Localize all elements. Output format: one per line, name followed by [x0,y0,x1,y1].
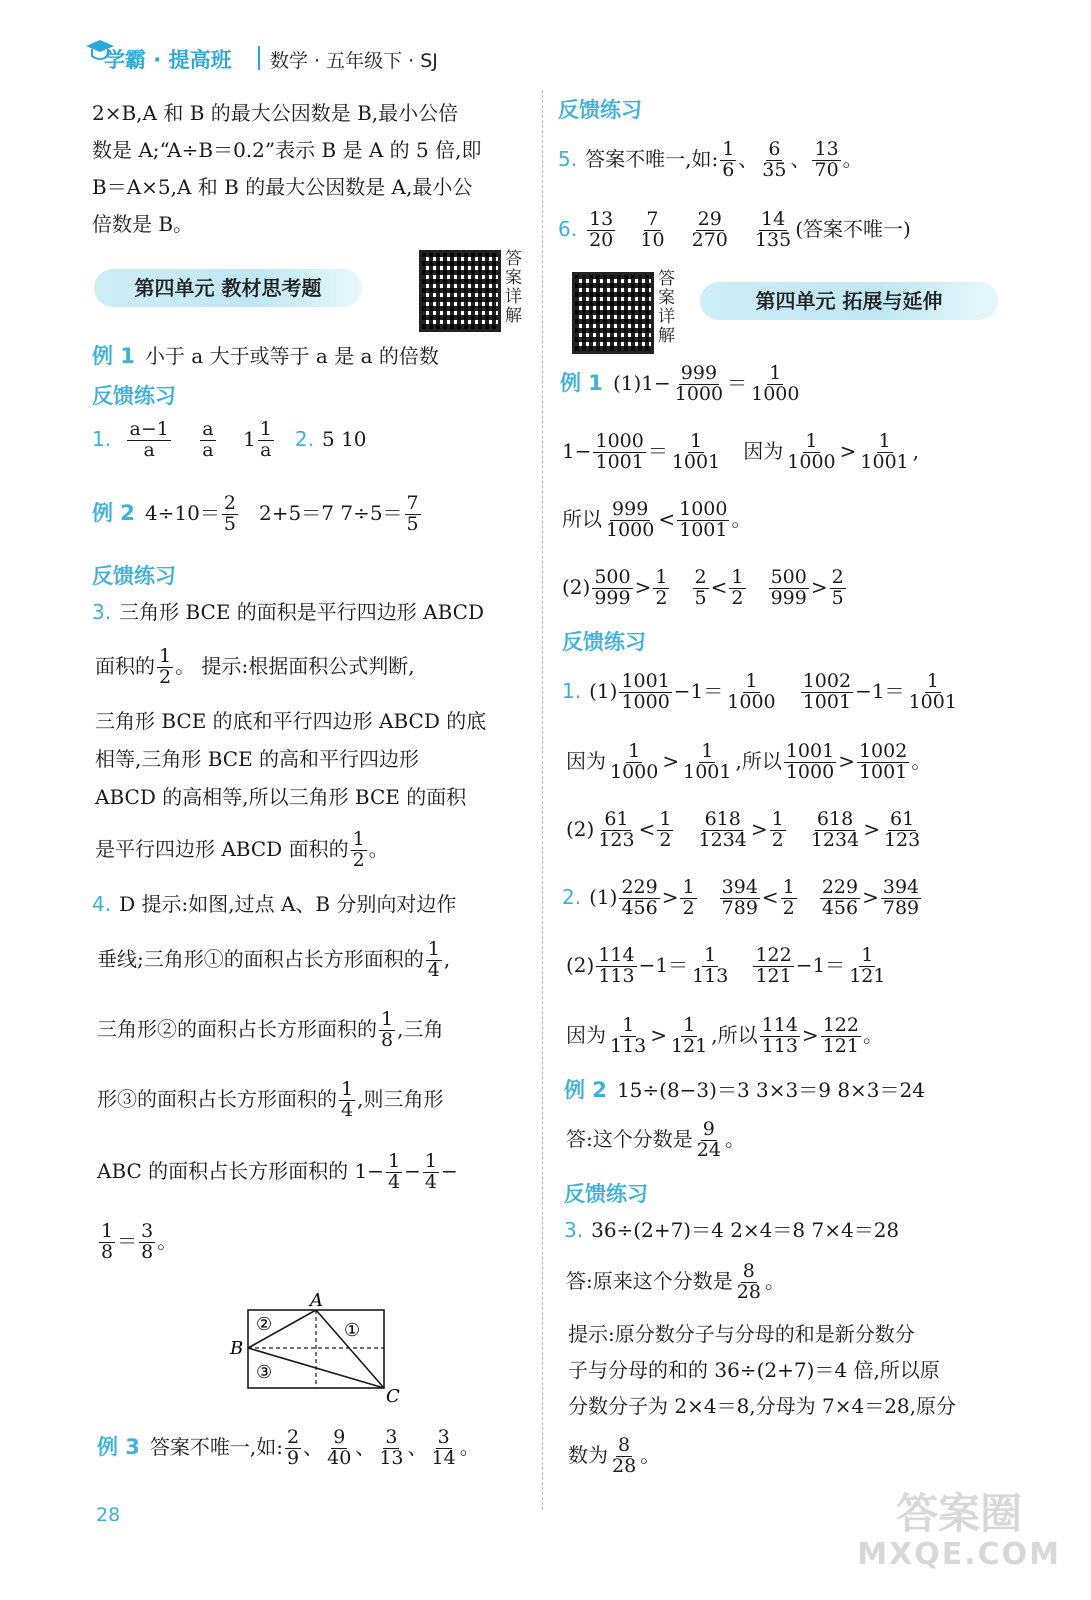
q3-line-4: 相等,三角形 BCE 的高和平行四边形 [95,747,420,771]
fraction: $\frac{7}{5}$ [406,492,419,535]
right-q2-line-3: 因为 $\frac{1}{113}$ > $\frac{1}{121}$ ,所以 $\frac{114}{113}$ > $\frac{122}{121}$ 。 [566,1014,883,1057]
fraction: $\frac{1000}{1001}$ [679,498,728,541]
q4-line-3 [97,1010,443,1051]
fraction: $\frac{1}{2}$ [782,876,795,919]
q3-line-1 [92,594,484,630]
q3-text: 面积的 [95,653,155,678]
q4-line-6 [97,1222,177,1263]
fraction: $\frac{1}{6}$ [722,138,735,181]
vertex-c-label: C [386,1386,400,1407]
fraction: $\frac{29}{270}$ [691,208,728,251]
fraction: $\frac{1}{1000}$ [787,430,836,473]
fraction: $\frac{6}{35}$ [762,138,787,181]
fraction: $\frac{1}{2}$ [659,808,672,851]
fraction: $\frac{229}{456}$ [821,876,859,919]
example-2-left [92,494,423,535]
fraction: $\frac{1}{4}$ [427,938,440,981]
punctuation: 。 [157,1228,178,1253]
fraction: $\frac{2}{5}$ [694,566,707,609]
example-1-left [92,338,439,374]
example-label: 例 2 [564,1078,607,1102]
fraction: $\frac{1}{2}$ [159,645,172,688]
qr-code-right[interactable] [572,272,654,354]
vertex-a-label: A [310,1290,323,1311]
fraction: $\frac{1}{1001}$ [683,740,732,783]
example-3-left: 例 3 答案不唯一,如: $\frac{2}{9}$ 、 $\frac{9}{40}$ 、 $\frac{3}{13}$ 、 $\frac{3}{14}$ 。 [97,1426,480,1469]
equals-sign: ＝ [117,1228,138,1253]
section-textbook-questions: 第四单元 教材思考题 [94,269,362,307]
example-1-right-line-2: 1− $\frac{1000}{1001}$ ＝ $\frac{1}{1001}$ 因为 $\frac{1}{1000}$ > $\frac{1}{1001}$ , [562,430,920,473]
fraction: $\frac{9}{40}$ [327,1426,352,1469]
fraction: $\frac{122}{121}$ [755,944,792,987]
fraction: $\frac{1}{2}$ [771,808,784,851]
fraction: $\frac{500}{999}$ [770,566,807,609]
fraction: $\frac{114}{113}$ [761,1014,798,1057]
fraction: $\frac{61}{123}$ [883,808,921,851]
right-q3-equations [564,1212,899,1248]
q3-line-5: ABCD 的高相等,所以三角形 BCE 的面积 [95,785,467,809]
fraction: $\frac{618}{1234}$ [698,808,747,851]
question-number: 5. [558,146,578,171]
fraction: $\frac{1}{a}$ [259,418,272,461]
hint-line-1: 提示:原分数分子与分母的和是新分数分 [568,1322,915,1346]
feedback-heading-right-3: 反馈练习 [564,1182,648,1206]
region-2-label: ② [256,1314,273,1335]
fraction: $\frac{999}{1000}$ [606,498,655,541]
fraction: $\frac{229}{456}$ [621,876,658,919]
fraction: $\frac{13}{20}$ [589,208,614,251]
example-label: 例 2 [92,500,135,525]
vertex-b-label: B [230,1338,244,1359]
q4-line-1 [92,886,456,922]
fraction: $\frac{2}{5}$ [223,492,236,535]
section-extension: 第四单元 拓展与延伸 [700,282,998,320]
question-number: 3. [92,600,112,624]
fraction: $\frac{1001}{1000}$ [621,670,670,713]
qr-caption-left: 答案详解 [505,249,522,326]
intro-line-2: 数是 A;“A÷B＝0.2”表示 B 是 A 的 5 倍,即 [92,138,482,162]
fraction: $\frac{999}{1000}$ [674,362,724,405]
feedback-heading-1: 反馈练习 [92,384,176,408]
watermark-line-1: 答案圈 [896,1489,1023,1538]
fraction: $\frac{114}{113}$ [598,944,635,987]
question-number: 1. [562,678,582,703]
fraction: $\frac{1}{1000}$ [751,362,800,405]
example-1-right-line-3: 所以 $\frac{999}{1000}$ < $\frac{1000}{1001}$ 。 [562,498,752,541]
intro-line-1: 2×B,A 和 B 的最大公因数是 B,最小公倍 [92,101,459,125]
example-3-text: 答案不唯一,如: [149,1434,284,1459]
fraction: $\frac{1}{4}$ [424,1150,437,1193]
fraction: $\frac{122}{121}$ [822,1014,859,1057]
equation: 2+5＝7 7÷5＝ [259,500,403,525]
q4-text: ABC 的面积占长方形面积的 1− [97,1158,385,1183]
q3-hint: 。 提示:根据面积公式判断, [175,653,415,678]
fraction: $\frac{394}{789}$ [721,876,758,919]
fraction: $\frac{1}{2}$ [682,876,695,919]
header-separator [258,46,260,70]
fraction: $\frac{1}{1001}$ [860,430,909,473]
example-label: 例 1 [560,370,603,395]
fraction: $\frac{1000}{1001}$ [595,430,644,473]
right-q1-line-2: 因为 $\frac{1}{1000}$ > $\frac{1}{1001}$ ,所以 $\frac{1001}{1000}$ > $\frac{1002}{1001}$ 。 [566,740,932,783]
q4-text: 垂线;三角形①的面积占长方形面积的 [97,946,424,971]
right-q2-line-1: 2. (1) $\frac{229}{456}$ > $\frac{1}{2}$ $\frac{394}{789}$ < $\frac{1}{2}$ $\frac{229}{456}$ > $\frac{394}{789}$ [562,876,920,919]
right-q2-line-2: (2) $\frac{114}{113}$ −1＝ $\frac{1}{113}$ $\frac{122}{121}$ −1＝ $\frac{1}{121}$ [566,944,886,987]
fraction: $\frac{14}{135}$ [754,208,792,251]
example-1-answer: 小于 a 大于或等于 a 是 a 的倍数 [144,344,439,368]
fraction: $\frac{a-1}{a}$ [129,418,169,461]
question-number: 3. [564,1218,584,1242]
q6-note: (答案不唯一) [795,216,911,241]
fraction: $\frac{7}{10}$ [640,208,665,251]
q4-text: ,则三角形 [357,1086,444,1111]
q4-text: ,三角 [397,1016,444,1041]
page-number: 28 [96,1504,121,1526]
q1-answer [92,420,367,461]
right-q3-answer: 答:原来这个分数是 $\frac{8}{28}$ 。 [566,1260,785,1303]
q3-text: 三角形 BCE 的面积是平行四边形 ABCD [119,600,484,624]
q5-answer: 5. 答案不唯一,如: $\frac{1}{6}$ 、 $\frac{6}{35}$ 、 $\frac{13}{70}$ 。 [558,138,863,181]
example-1-right-line-4: (2) $\frac{500}{999}$ > $\frac{1}{2}$ $\frac{2}{5}$ < $\frac{1}{2}$ $\frac{500}{999}$ > $\frac{2}{5}$ [562,566,844,609]
question-number: 2. [294,426,314,451]
fraction: $\frac{1}{121}$ [671,1014,708,1057]
fraction: $\frac{1}{8}$ [101,1220,114,1263]
q4-text: D 提示:如图,过点 A、B 分别向对边作 [119,892,457,916]
fraction: $\frac{1002}{1001}$ [802,670,852,713]
fraction: $\frac{61}{123}$ [598,808,635,851]
q3-line-2 [95,647,415,688]
qr-caption-right: 答案详解 [658,269,675,346]
fraction: $\frac{3}{8}$ [141,1220,154,1263]
fraction: $\frac{1}{2}$ [352,828,365,871]
fraction: $\frac{1}{4}$ [341,1078,354,1121]
watermark [857,1490,1061,1572]
feedback-heading-right-2: 反馈练习 [562,630,646,654]
question-number: 1. [92,426,112,451]
fraction: $\frac{a}{a}$ [202,418,214,461]
rectangle-figure [226,1290,406,1408]
question-number: 4. [92,892,112,916]
intro-line-4: 倍数是 B。 [92,212,194,236]
fraction: $\frac{3}{13}$ [379,1426,404,1469]
fraction: $\frac{1002}{1001}$ [858,740,908,783]
q4-text: 形③的面积占长方形面积的 [97,1086,337,1111]
example-1-right-line-1: 例 1 (1)1− $\frac{999}{1000}$ ＝ $\frac{1}{1000}$ [560,362,800,405]
q3-line-6 [95,830,389,871]
fraction: $\frac{2}{9}$ [287,1426,300,1469]
example-2-right [564,1072,925,1108]
question-number: 2. [562,884,582,909]
q4-line-5: ABC 的面积占长方形面积的 1− $\frac{1}{4}$ − $\frac{1}{4}$ − [97,1150,458,1193]
column-divider [542,90,543,1510]
q5-text: 答案不唯一,如: [585,146,719,171]
hint-line-2: 子与分母的和的 36÷(2+7)＝4 倍,所以原 [568,1358,940,1382]
qr-code-left[interactable] [419,250,501,332]
fraction: $\frac{1}{1000}$ [610,740,659,783]
intro-line-3: B＝A×5,A 和 B 的最大公因数是 A,最小公 [92,175,473,199]
example-label: 例 3 [97,1434,140,1459]
fraction: $\frac{500}{999}$ [594,566,631,609]
question-number: 6. [558,216,578,241]
q4-line-4 [97,1080,443,1121]
whole-number: 1 [243,426,256,451]
fraction: $\frac{2}{5}$ [831,566,844,609]
right-q1-line-1: 1. (1) $\frac{1001}{1000}$ −1＝ $\frac{1}{1000}$ $\frac{1002}{1001}$ −1＝ $\frac{1}{1001}$ [562,670,957,713]
q4-line-2: 垂线;三角形①的面积占长方形面积的 $\frac{1}{4}$ , [97,938,451,981]
feedback-heading-right-1: 反馈练习 [558,98,642,122]
watermark-line-2: MXQE.COM [857,1537,1061,1572]
fraction: $\frac{1}{1000}$ [727,670,776,713]
fraction: $\frac{618}{1234}$ [810,808,860,851]
fraction: $\frac{1}{113}$ [610,1014,647,1057]
hint-line-3: 分数分子为 2×4＝8,分母为 7×4＝28,原分 [568,1394,957,1418]
fraction: $\frac{8}{28}$ [612,1434,637,1477]
fraction: $\frac{1}{2}$ [731,566,744,609]
region-1-label: ① [344,1320,361,1341]
example-label: 例 1 [92,344,135,368]
example-2-answer: 答:这个分数是 $\frac{9}{24}$ 。 [566,1118,745,1161]
example-2-equations: 15÷(8−3)＝3 3×3＝9 8×3＝24 [616,1078,925,1102]
right-q1-line-3: (2) $\frac{61}{123}$ < $\frac{1}{2}$ $\frac{618}{1234}$ > $\frac{1}{2}$ $\frac{618}{1234}$ > $\frac{61}{123}$ [566,808,921,851]
fraction: $\frac{9}{24}$ [696,1118,721,1161]
fraction: $\frac{1}{8}$ [381,1008,394,1051]
fraction: $\frac{1}{2}$ [655,566,668,609]
book-subtitle: 数学 · 五年级下 · SJ [270,50,438,72]
equation: 4÷10＝ [144,500,220,525]
fraction: $\frac{3}{14}$ [431,1426,456,1469]
q4-text: 三角形②的面积占长方形面积的 [97,1016,377,1041]
punctuation: 。 [368,836,389,861]
fraction: $\frac{1001}{1000}$ [785,740,835,783]
q3-equations: 36÷(2+7)＝4 2×4＝8 7×4＝28 [591,1218,900,1242]
fraction: $\frac{13}{70}$ [814,138,839,181]
q6-answer [558,210,911,251]
q2-answer: 5 10 [322,426,367,451]
brand-title: 学霸 · 提高班 [104,48,232,72]
region-3-label: ③ [256,1362,273,1383]
fraction: $\frac{394}{789}$ [882,876,920,919]
fraction: $\frac{1}{1001}$ [671,430,721,473]
q3-text: 是平行四边形 ABCD 面积的 [95,836,349,861]
fraction: $\frac{1}{121}$ [849,944,886,987]
fraction: $\frac{8}{28}$ [736,1260,761,1303]
fraction: $\frac{1}{4}$ [388,1150,401,1193]
q3-line-3: 三角形 BCE 的底和平行四边形 ABCD 的底 [95,709,487,733]
fraction: $\frac{1}{113}$ [692,944,729,987]
feedback-heading-2: 反馈练习 [92,564,176,588]
hint-line-4: 数为 $\frac{8}{28}$ 。 [568,1434,661,1477]
fraction: $\frac{1}{1001}$ [908,670,957,713]
